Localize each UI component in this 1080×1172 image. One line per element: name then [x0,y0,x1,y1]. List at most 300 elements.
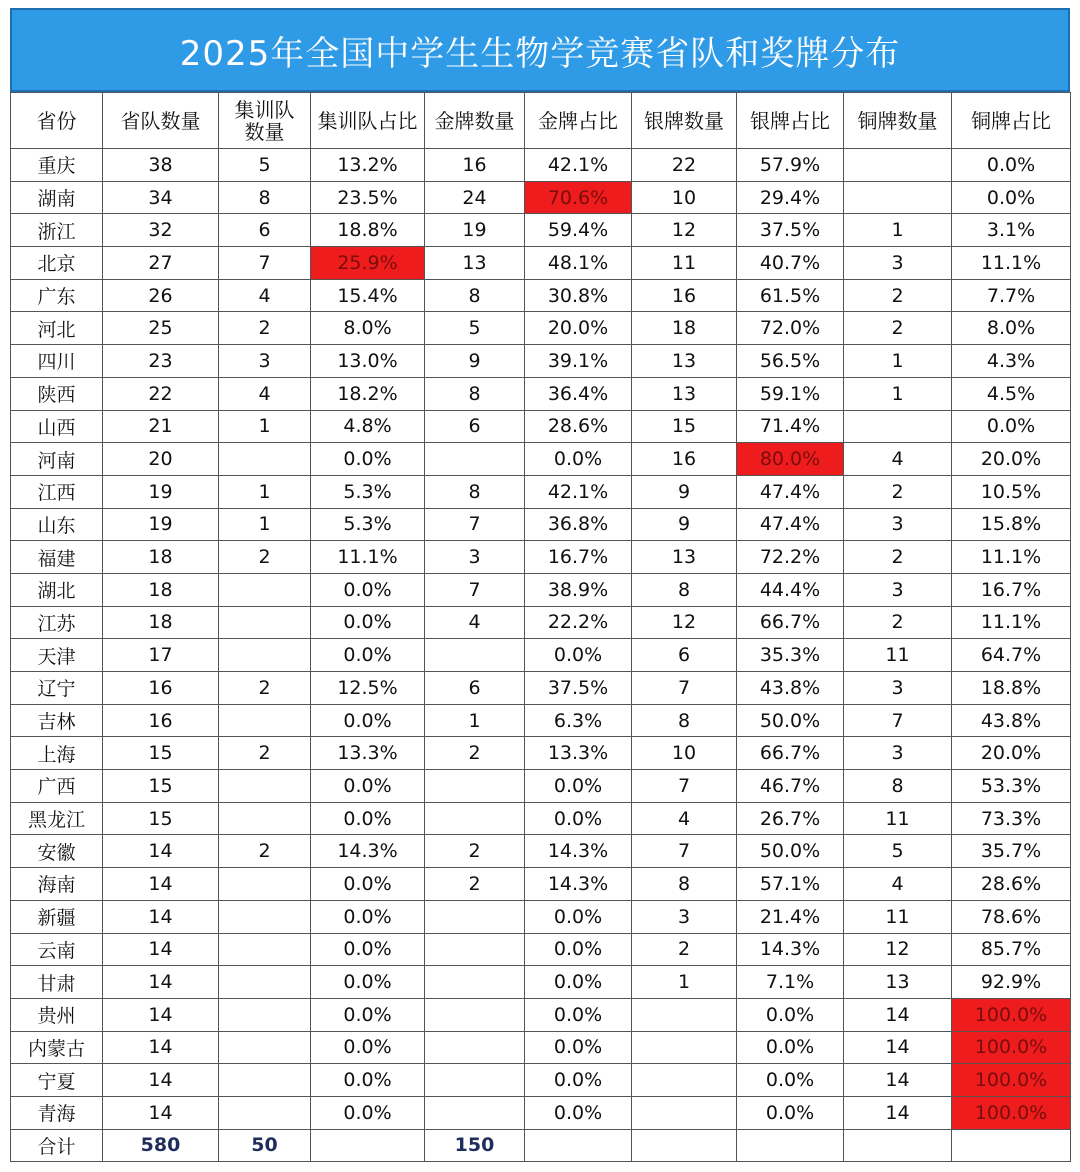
value-cell: 14 [844,1096,952,1129]
value-cell: 13.0% [311,345,425,378]
value-cell: 13 [632,377,737,410]
value-cell: 47.4% [737,475,844,508]
value-cell: 16 [632,443,737,476]
province-cell: 上海 [11,737,103,770]
value-cell: 1 [844,377,952,410]
value-cell: 2 [425,835,525,868]
value-cell: 0.0% [737,998,844,1031]
value-cell: 3 [632,900,737,933]
value-cell [219,900,311,933]
value-cell: 14 [103,1031,219,1064]
province-cell: 青海 [11,1096,103,1129]
value-cell: 20.0% [952,443,1071,476]
value-cell: 8 [425,475,525,508]
value-cell: 11.1% [952,247,1071,280]
value-cell: 0.0% [525,770,632,803]
value-cell: 0.0% [737,1064,844,1097]
value-cell: 22 [103,377,219,410]
value-cell: 9 [425,345,525,378]
value-cell [219,802,311,835]
value-cell [219,966,311,999]
value-cell: 32 [103,214,219,247]
value-cell: 72.0% [737,312,844,345]
value-cell [219,606,311,639]
value-cell: 16 [425,149,525,182]
table-row [11,900,1071,933]
value-cell: 8 [219,181,311,214]
value-cell: 1 [844,214,952,247]
value-cell: 14.3% [737,933,844,966]
province-cell: 内蒙古 [11,1031,103,1064]
value-cell: 6 [425,410,525,443]
province-cell: 宁夏 [11,1064,103,1097]
value-cell [425,966,525,999]
value-cell: 44.4% [737,573,844,606]
value-cell: 2 [844,541,952,574]
value-cell: 8 [632,573,737,606]
value-cell: 14 [103,868,219,901]
table-row [11,672,1071,705]
value-cell: 43.8% [737,672,844,705]
value-cell: 24 [425,181,525,214]
table-row [11,966,1071,999]
value-cell: 4.3% [952,345,1071,378]
value-cell: 0.0% [952,410,1071,443]
value-cell: 0.0% [525,1064,632,1097]
value-cell: 1 [632,966,737,999]
value-cell: 15.4% [311,279,425,312]
value-cell: 23.5% [311,181,425,214]
value-cell: 16 [103,672,219,705]
table-row [11,802,1071,835]
medal-distribution-table [10,92,1071,1162]
value-cell: 71.4% [737,410,844,443]
province-cell: 四川 [11,345,103,378]
value-cell: 27 [103,247,219,280]
province-cell: 贵州 [11,998,103,1031]
value-cell: 53.3% [952,770,1071,803]
value-cell: 1 [219,475,311,508]
highlighted-value-cell: 100.0% [952,1096,1071,1129]
value-cell: 21.4% [737,900,844,933]
value-cell: 0.0% [525,802,632,835]
header-cell: 集训队占比 [311,93,425,149]
value-cell: 5.3% [311,508,425,541]
value-cell [632,1096,737,1129]
highlighted-value-cell: 100.0% [952,1064,1071,1097]
value-cell: 8.0% [952,312,1071,345]
value-cell: 0.0% [525,933,632,966]
value-cell: 1 [425,704,525,737]
value-cell: 11 [844,900,952,933]
total-value-cell [525,1129,632,1162]
value-cell: 61.5% [737,279,844,312]
value-cell: 0.0% [311,1096,425,1129]
value-cell: 0.0% [311,704,425,737]
value-cell: 0.0% [525,998,632,1031]
value-cell: 20.0% [952,737,1071,770]
value-cell: 11.1% [952,541,1071,574]
value-cell: 10.5% [952,475,1071,508]
value-cell: 28.6% [525,410,632,443]
total-label: 合计 [11,1129,103,1162]
value-cell: 2 [219,541,311,574]
medal-table-container [10,8,1070,1162]
value-cell: 30.8% [525,279,632,312]
value-cell: 0.0% [952,149,1071,182]
value-cell: 15 [632,410,737,443]
value-cell [425,443,525,476]
value-cell: 48.1% [525,247,632,280]
value-cell: 40.7% [737,247,844,280]
value-cell: 2 [844,606,952,639]
value-cell: 11.1% [952,606,1071,639]
value-cell: 6 [632,639,737,672]
value-cell: 3 [219,345,311,378]
highlighted-value-cell: 100.0% [952,998,1071,1031]
value-cell: 19 [103,508,219,541]
value-cell [425,770,525,803]
province-cell: 重庆 [11,149,103,182]
table-row [11,377,1071,410]
value-cell: 13 [632,345,737,378]
value-cell: 37.5% [737,214,844,247]
highlighted-value-cell: 80.0% [737,443,844,476]
value-cell: 4 [219,377,311,410]
value-cell: 5.3% [311,475,425,508]
value-cell [219,868,311,901]
value-cell: 35.3% [737,639,844,672]
highlighted-value-cell: 25.9% [311,247,425,280]
value-cell: 11 [632,247,737,280]
value-cell: 38 [103,149,219,182]
value-cell: 9 [632,508,737,541]
value-cell: 15 [103,802,219,835]
value-cell: 15 [103,770,219,803]
province-cell: 黑龙江 [11,802,103,835]
value-cell: 1 [844,345,952,378]
table-row [11,247,1071,280]
value-cell: 23 [103,345,219,378]
value-cell: 22.2% [525,606,632,639]
value-cell: 8.0% [311,312,425,345]
value-cell: 12 [632,606,737,639]
table-row [11,933,1071,966]
value-cell [219,1031,311,1064]
value-cell: 14 [844,1031,952,1064]
value-cell: 9 [632,475,737,508]
value-cell: 0.0% [311,573,425,606]
value-cell: 46.7% [737,770,844,803]
value-cell: 0.0% [311,802,425,835]
value-cell: 2 [219,737,311,770]
table-row [11,214,1071,247]
value-cell: 3 [844,737,952,770]
value-cell [219,443,311,476]
value-cell: 13.3% [311,737,425,770]
table-row [11,868,1071,901]
value-cell: 2 [219,835,311,868]
value-cell: 14 [103,966,219,999]
header-cell: 铜牌占比 [952,93,1071,149]
province-cell: 安徽 [11,835,103,868]
value-cell: 5 [844,835,952,868]
province-cell: 天津 [11,639,103,672]
value-cell [425,639,525,672]
value-cell [632,1064,737,1097]
value-cell [425,933,525,966]
value-cell: 10 [632,181,737,214]
value-cell [425,998,525,1031]
value-cell: 92.9% [952,966,1071,999]
value-cell: 10 [632,737,737,770]
value-cell [425,900,525,933]
value-cell: 7 [632,672,737,705]
value-cell: 0.0% [525,443,632,476]
value-cell: 0.0% [952,181,1071,214]
value-cell: 36.4% [525,377,632,410]
value-cell: 4 [844,868,952,901]
value-cell: 19 [103,475,219,508]
value-cell: 3 [844,672,952,705]
header-cell: 银牌占比 [737,93,844,149]
value-cell: 42.1% [525,149,632,182]
value-cell: 21 [103,410,219,443]
value-cell: 36.8% [525,508,632,541]
value-cell: 4 [632,802,737,835]
value-cell: 2 [844,475,952,508]
table-row [11,1064,1071,1097]
value-cell: 14 [103,933,219,966]
value-cell: 1 [219,508,311,541]
value-cell: 8 [425,279,525,312]
province-cell: 海南 [11,868,103,901]
value-cell: 0.0% [311,966,425,999]
value-cell: 14 [844,998,952,1031]
value-cell: 5 [219,149,311,182]
table-row [11,573,1071,606]
value-cell: 26 [103,279,219,312]
value-cell: 14 [844,1064,952,1097]
value-cell: 0.0% [311,606,425,639]
province-cell: 云南 [11,933,103,966]
value-cell: 57.1% [737,868,844,901]
province-cell: 河北 [11,312,103,345]
value-cell [219,573,311,606]
value-cell: 11.1% [311,541,425,574]
table-row [11,181,1071,214]
value-cell: 22 [632,149,737,182]
value-cell: 0.0% [311,443,425,476]
value-cell: 18 [103,573,219,606]
value-cell [844,149,952,182]
value-cell: 12 [844,933,952,966]
table-row [11,410,1071,443]
value-cell: 16.7% [525,541,632,574]
value-cell: 4.8% [311,410,425,443]
province-cell: 广东 [11,279,103,312]
value-cell: 4.5% [952,377,1071,410]
province-cell: 湖北 [11,573,103,606]
value-cell: 14.3% [525,835,632,868]
value-cell: 4 [219,279,311,312]
value-cell [219,704,311,737]
value-cell: 56.5% [737,345,844,378]
value-cell: 7 [632,835,737,868]
value-cell: 8 [632,868,737,901]
value-cell: 13.2% [311,149,425,182]
table-row [11,998,1071,1031]
province-cell: 江西 [11,475,103,508]
value-cell: 3 [844,247,952,280]
value-cell: 2 [844,279,952,312]
province-cell: 甘肃 [11,966,103,999]
value-cell: 16 [103,704,219,737]
table-row [11,1096,1071,1129]
table-row [11,606,1071,639]
value-cell: 0.0% [311,998,425,1031]
value-cell [425,1096,525,1129]
value-cell: 6.3% [525,704,632,737]
value-cell: 20.0% [525,312,632,345]
value-cell [219,998,311,1031]
value-cell: 3 [425,541,525,574]
value-cell: 2 [425,737,525,770]
province-cell: 北京 [11,247,103,280]
value-cell: 64.7% [952,639,1071,672]
value-cell: 7 [632,770,737,803]
total-row [11,1129,1071,1162]
table-row [11,443,1071,476]
value-cell [632,1031,737,1064]
value-cell: 43.8% [952,704,1071,737]
value-cell: 2 [632,933,737,966]
value-cell: 14 [103,1096,219,1129]
value-cell: 50.0% [737,835,844,868]
value-cell: 66.7% [737,737,844,770]
value-cell: 59.4% [525,214,632,247]
value-cell [425,1064,525,1097]
value-cell: 29.4% [737,181,844,214]
value-cell: 0.0% [311,1031,425,1064]
value-cell [425,1031,525,1064]
value-cell: 14 [103,998,219,1031]
value-cell: 8 [632,704,737,737]
province-cell: 广西 [11,770,103,803]
table-row [11,508,1071,541]
value-cell [219,1096,311,1129]
value-cell: 14.3% [525,868,632,901]
value-cell: 25 [103,312,219,345]
value-cell [425,802,525,835]
value-cell: 14 [103,900,219,933]
value-cell: 12.5% [311,672,425,705]
value-cell: 0.0% [311,933,425,966]
page-title: 2025年全国中学生生物学竞赛省队和奖牌分布 [10,8,1070,92]
value-cell: 13 [632,541,737,574]
table-row [11,475,1071,508]
header-cell: 省份 [11,93,103,149]
value-cell: 0.0% [311,900,425,933]
value-cell: 0.0% [525,639,632,672]
value-cell: 0.0% [311,770,425,803]
value-cell: 18 [103,541,219,574]
highlighted-value-cell: 100.0% [952,1031,1071,1064]
value-cell: 34 [103,181,219,214]
province-cell: 福建 [11,541,103,574]
table-body [11,149,1071,1162]
province-cell: 山东 [11,508,103,541]
value-cell: 4 [844,443,952,476]
total-value-cell: 150 [425,1129,525,1162]
value-cell: 2 [844,312,952,345]
value-cell: 18.2% [311,377,425,410]
value-cell: 28.6% [952,868,1071,901]
value-cell: 6 [425,672,525,705]
value-cell: 14.3% [311,835,425,868]
value-cell: 59.1% [737,377,844,410]
value-cell: 7 [219,247,311,280]
value-cell: 7.7% [952,279,1071,312]
value-cell [844,410,952,443]
value-cell: 47.4% [737,508,844,541]
value-cell: 0.0% [311,639,425,672]
table-row [11,1031,1071,1064]
value-cell: 72.2% [737,541,844,574]
table-row [11,770,1071,803]
value-cell: 18.8% [952,672,1071,705]
value-cell: 73.3% [952,802,1071,835]
total-value-cell [844,1129,952,1162]
value-cell: 13.3% [525,737,632,770]
value-cell: 14 [103,1064,219,1097]
value-cell: 18 [632,312,737,345]
province-cell: 辽宁 [11,672,103,705]
value-cell: 3 [844,508,952,541]
value-cell [219,639,311,672]
table-row [11,149,1071,182]
value-cell: 14 [103,835,219,868]
value-cell: 16.7% [952,573,1071,606]
value-cell: 18.8% [311,214,425,247]
province-cell: 吉林 [11,704,103,737]
value-cell: 38.9% [525,573,632,606]
header-cell: 金牌数量 [425,93,525,149]
value-cell: 18 [103,606,219,639]
value-cell: 16 [632,279,737,312]
value-cell: 35.7% [952,835,1071,868]
value-cell: 66.7% [737,606,844,639]
total-value-cell: 50 [219,1129,311,1162]
table-row [11,345,1071,378]
header-cell: 银牌数量 [632,93,737,149]
table-row [11,541,1071,574]
value-cell [219,770,311,803]
value-cell [219,933,311,966]
value-cell: 2 [425,868,525,901]
value-cell: 15.8% [952,508,1071,541]
value-cell: 13 [844,966,952,999]
value-cell: 0.0% [311,1064,425,1097]
value-cell: 0.0% [525,966,632,999]
highlighted-value-cell: 70.6% [525,181,632,214]
value-cell: 78.6% [952,900,1071,933]
total-value-cell: 580 [103,1129,219,1162]
value-cell: 11 [844,802,952,835]
value-cell: 2 [219,672,311,705]
header-cell: 铜牌数量 [844,93,952,149]
value-cell: 13 [425,247,525,280]
